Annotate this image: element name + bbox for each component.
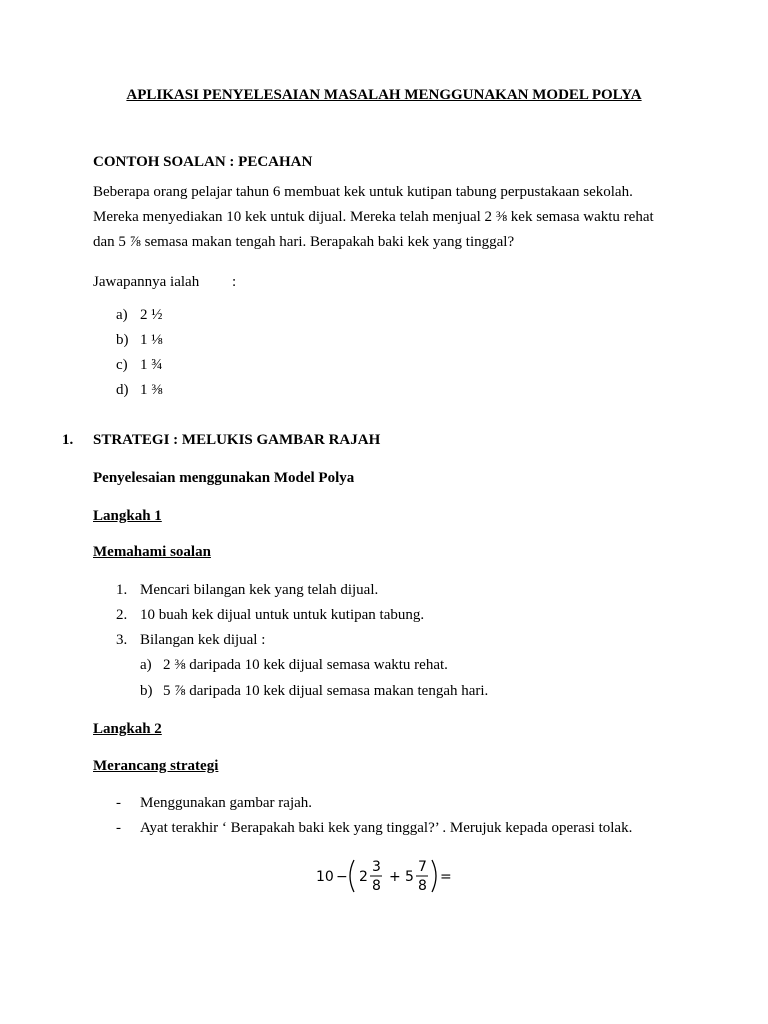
answer-colon: :	[232, 274, 237, 290]
equation-numerator-1: 3	[372, 859, 381, 875]
question-line-3: dan 5 ⅞ semasa makan tengah hari. Berapakah baki kek yang tinggal?	[93, 234, 515, 250]
step-1-heading: Langkah 1	[93, 508, 162, 524]
step-text-1: Mencari bilangan kek yang telah dijual.	[140, 582, 379, 598]
equation-denominator-1: 8	[372, 878, 381, 894]
question-line-2: Mereka menyediakan 10 kek untuk dijual. Mereka telah menjual 2 ⅜ kek semasa waktu rehat	[93, 209, 654, 225]
step-text-3: Bilangan kek dijual :	[140, 632, 266, 648]
equation-denominator-2: 8	[418, 878, 427, 894]
section-title: STRATEGI : MELUKIS GAMBAR RAJAH	[93, 432, 381, 448]
document-title: APLIKASI PENYELESAIAN MASALAH MENGGUNAKAN MODEL POLYA	[126, 87, 642, 103]
plan-heading: Merancang strategi	[93, 758, 219, 774]
question-line-1: Beberapa orang pelajar tahun 6 membuat kek untuk kutipan tabung perpustakaan sekolah.	[93, 184, 633, 200]
option-b-text: 1 ⅛	[140, 332, 163, 348]
equation-minus: −	[336, 869, 348, 885]
equation-equals: =	[440, 869, 452, 885]
substep-b-text: 5 ⅞ daripada 10 kek dijual semasa makan tengah hari.	[163, 683, 489, 699]
equation-whole-2: 5	[405, 869, 414, 885]
step-2-heading: Langkah 2	[93, 721, 162, 737]
bullet-dash-1: -	[116, 795, 121, 811]
step-number-2: 2.	[116, 607, 128, 623]
answer-label: Jawapannya ialah	[93, 274, 200, 290]
subtraction-equation	[316, 856, 456, 896]
understand-heading: Memahami soalan	[93, 544, 211, 560]
option-c-letter: c)	[116, 357, 128, 373]
step-text-2: 10 buah kek dijual untuk untuk kutipan tabung.	[140, 607, 425, 623]
section-number: 1.	[62, 432, 74, 448]
option-d-letter: d)	[116, 382, 129, 398]
substep-a-letter: a)	[140, 657, 152, 673]
option-a-text: 2 ½	[140, 307, 163, 323]
substep-a-text: 2 ⅜ daripada 10 kek dijual semasa waktu rehat.	[163, 657, 448, 673]
option-a-letter: a)	[116, 307, 128, 323]
left-paren	[350, 860, 354, 892]
option-d-text: 1 ⅜	[140, 382, 163, 398]
option-c-text: 1 ¾	[140, 357, 163, 373]
bullet-text-1: Menggunakan gambar rajah.	[140, 795, 313, 811]
example-heading: CONTOH SOALAN : PECAHAN	[93, 154, 313, 170]
bullet-dash-2: -	[116, 820, 121, 836]
right-paren	[432, 860, 436, 892]
substep-b-letter: b)	[140, 683, 153, 699]
equation-whole-1: 2	[359, 869, 368, 885]
polya-subheading: Penyelesaian menggunakan Model Polya	[93, 470, 355, 486]
bullet-text-2: Ayat terakhir ‘ Berapakah baki kek yang tinggal?’ . Merujuk kepada operasi tolak.	[140, 820, 633, 836]
option-b-letter: b)	[116, 332, 129, 348]
equation-numerator-2: 7	[418, 859, 427, 875]
step-number-1: 1.	[116, 582, 128, 598]
equation-plus: +	[389, 869, 401, 885]
equation-lhs: 10	[316, 869, 334, 885]
step-number-3: 3.	[116, 632, 128, 648]
